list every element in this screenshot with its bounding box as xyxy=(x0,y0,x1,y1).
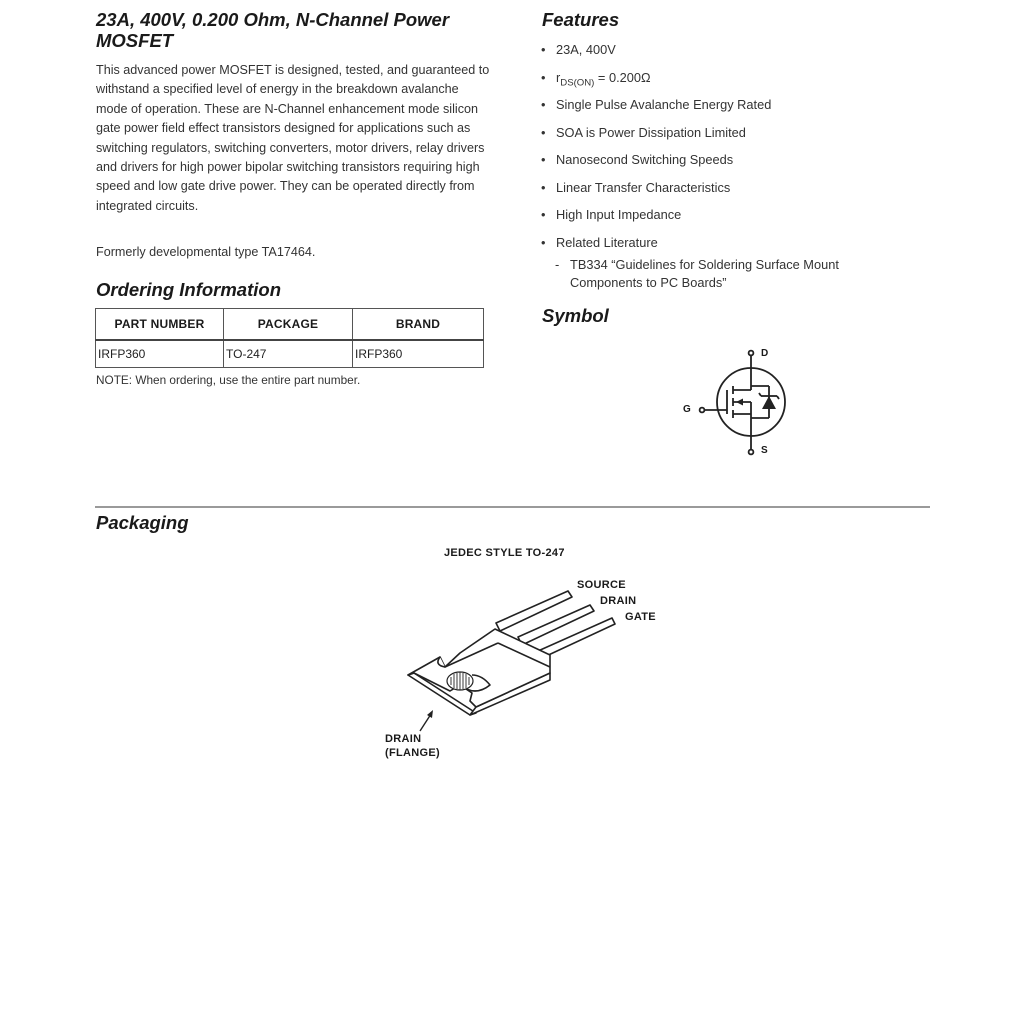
table-row xyxy=(96,340,484,368)
mosfet-symbol-icon xyxy=(670,340,810,465)
cell-package: TO-247 xyxy=(224,340,353,368)
ordering-heading: Ordering Information xyxy=(96,279,281,300)
to247-package-icon xyxy=(400,585,630,735)
list-item: • Nanosecond Switching Speeds xyxy=(541,152,734,167)
symbol-heading: Symbol xyxy=(542,305,609,326)
col-brand: BRAND xyxy=(353,309,484,341)
flange-label-drain: DRAIN xyxy=(385,733,422,745)
cell-part-number: IRFP360 xyxy=(96,340,224,368)
pin-label-source: S xyxy=(761,445,768,456)
pin-label-drain: D xyxy=(761,348,769,359)
list-item: • High Input Impedance xyxy=(541,207,682,222)
related-literature-item: - TB334 “Guidelines for Soldering Surface Mount Components to PC Boards” xyxy=(555,257,839,290)
packaging-heading: Packaging xyxy=(96,512,189,533)
package-style-label: JEDEC STYLE TO-247 xyxy=(444,547,565,559)
section-divider xyxy=(95,506,930,508)
rds-on-symbol: r xyxy=(556,69,561,85)
list-item: • SOA is Power Dissipation Limited xyxy=(541,124,746,140)
list-item: • Single Pulse Avalanche Energy Rated xyxy=(541,97,772,112)
cell-brand: IRFP360 xyxy=(353,340,484,368)
pin-label-gate: G xyxy=(683,404,691,415)
description-paragraph: This advanced power MOSFET is designed, tested, and guaranteed to withstand a specified level of energy in the breakdown avalanche mode of operation. These are N-Channel enhancement mode silicon gate power field effect transistors designed for applications such as switching regulators, switching converters, motor drivers, relay drivers and drivers for high power bipolar switching transistors requiring high speed and low gate drive power. They can be operated directly from integrated circuits. xyxy=(96,63,490,213)
features-heading: Features xyxy=(542,9,620,30)
ordering-note: NOTE: When ordering, use the entire part number. xyxy=(96,373,361,387)
page-title: 23A, 400V, 0.200 Ohm, N-Channel Power MOSFET xyxy=(96,9,450,51)
lead-label-drain: DRAIN xyxy=(600,595,637,607)
list-item: • 23A, 400V xyxy=(541,42,616,57)
ordering-table xyxy=(95,308,484,368)
list-item: • Related Literature xyxy=(541,234,658,250)
lead-label-source: SOURCE xyxy=(577,579,626,591)
col-package: PACKAGE xyxy=(224,309,353,341)
list-item: • Linear Transfer Characteristics xyxy=(541,179,731,195)
features-list xyxy=(541,40,961,260)
ordering-table-header xyxy=(96,309,484,341)
formerly-note: Formerly developmental type TA17464. xyxy=(96,245,316,259)
flange-label-flange: (FLANGE) xyxy=(385,747,440,759)
col-part-number: PART NUMBER xyxy=(96,309,224,341)
list-item: • $r_{DS(ON)} = 0.200\Omega$ xyxy=(541,69,651,89)
lead-label-gate: GATE xyxy=(625,611,656,623)
